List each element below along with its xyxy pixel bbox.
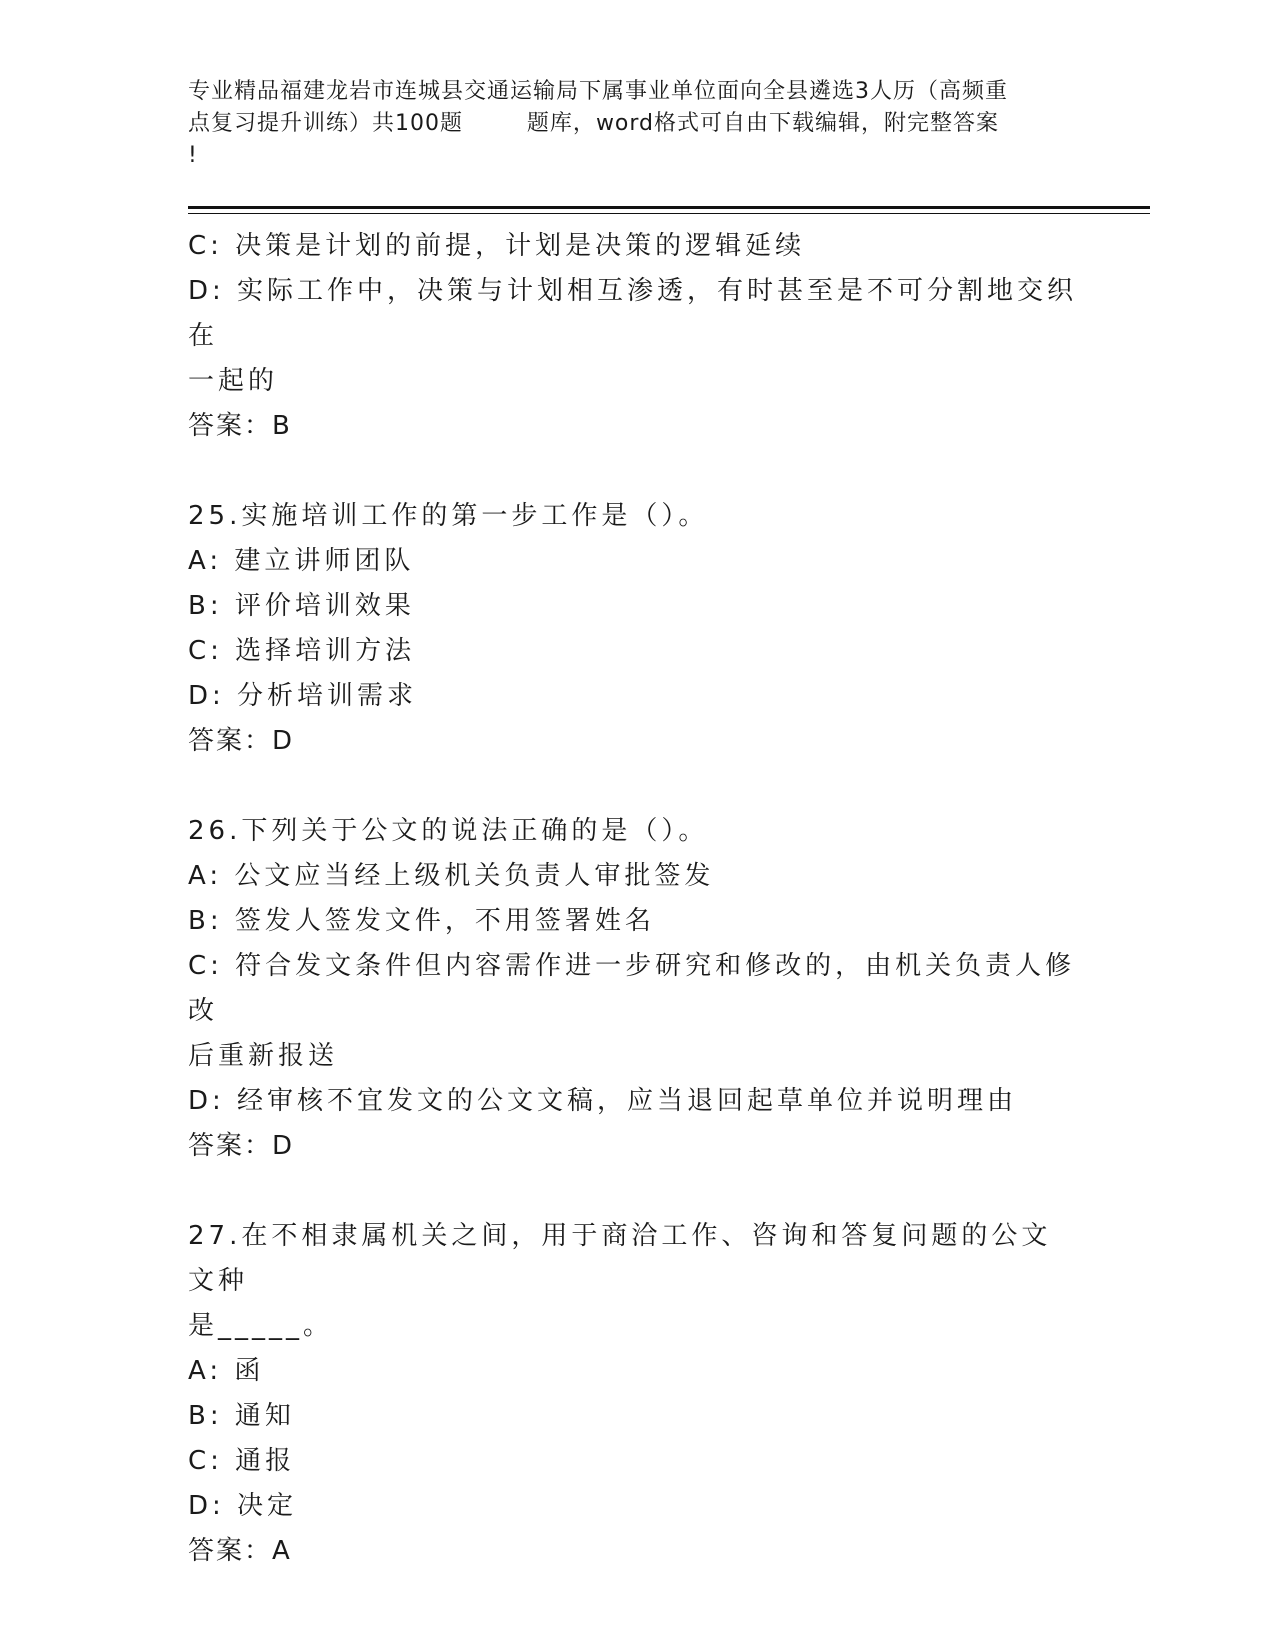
header-divider-thin [188, 213, 1150, 214]
q24-option-c: C: 决策是计划的前提，计划是决策的逻辑延续 [188, 231, 806, 261]
question-25 [188, 494, 1078, 764]
q26-option-c-line-1: C: 符合发文条件但内容需作进一步研究和修改的，由机关负责人修改 [188, 951, 1076, 1026]
header-title-line-3: ! [188, 143, 198, 168]
q25-option-d: D: 分析培训需求 [188, 681, 418, 711]
question-list [188, 224, 1078, 1574]
q27-answer: 答案：A [188, 1536, 292, 1566]
q24-answer: 答案：B [188, 411, 292, 441]
q27-stem-line-2: 是_____。 [188, 1311, 334, 1341]
header-divider-thick [188, 206, 1150, 209]
q27-option-d: D: 决定 [188, 1491, 298, 1521]
q27-option-a: A: 函 [188, 1356, 265, 1386]
q26-option-d: D: 经审核不宜发文的公文文稿，应当退回起草单位并说明理由 [188, 1086, 1018, 1116]
q27-option-c: C: 通报 [188, 1446, 296, 1476]
q25-stem: 25.实施培训工作的第一步工作是（）。 [188, 501, 709, 531]
q25-option-b: B: 评价培训效果 [188, 591, 415, 621]
q27-stem-line-1: 27.在不相隶属机关之间，用于商洽工作、咨询和答复问题的公文文种 [188, 1221, 1052, 1296]
q26-option-c-line-2: 后重新报送 [188, 1041, 339, 1071]
question-27 [188, 1214, 1078, 1574]
question-26 [188, 809, 1078, 1169]
q24-option-d-line-1: D: 实际工作中，决策与计划相互渗透，有时甚至是不可分割地交织在 [188, 276, 1078, 351]
header-title-line-2: 点复习提升训练）共100题 题库，word格式可自由下载编辑，附完整答案 [188, 111, 1000, 136]
question-24 [188, 224, 1078, 449]
q26-option-a: A: 公文应当经上级机关负责人审批签发 [188, 861, 715, 891]
header-title-line-1: 专业精品福建龙岩市连城县交通运输局下属事业单位面向全县遴选3人历（高频重 [188, 79, 1008, 104]
spacer [188, 764, 1078, 809]
document-header [188, 76, 1088, 172]
spacer [188, 449, 1078, 494]
q26-answer: 答案：D [188, 1131, 295, 1161]
q24-option-d-line-2: 一起的 [188, 366, 279, 396]
q27-option-b: B: 通知 [188, 1401, 295, 1431]
q25-answer: 答案：D [188, 726, 295, 756]
q25-option-a: A: 建立讲师团队 [188, 546, 415, 576]
q26-stem: 26.下列关于公文的说法正确的是（）。 [188, 816, 709, 846]
spacer [188, 1169, 1078, 1214]
q25-option-c: C: 选择培训方法 [188, 636, 416, 666]
q26-option-b: B: 签发人签发文件，不用签署姓名 [188, 906, 655, 936]
